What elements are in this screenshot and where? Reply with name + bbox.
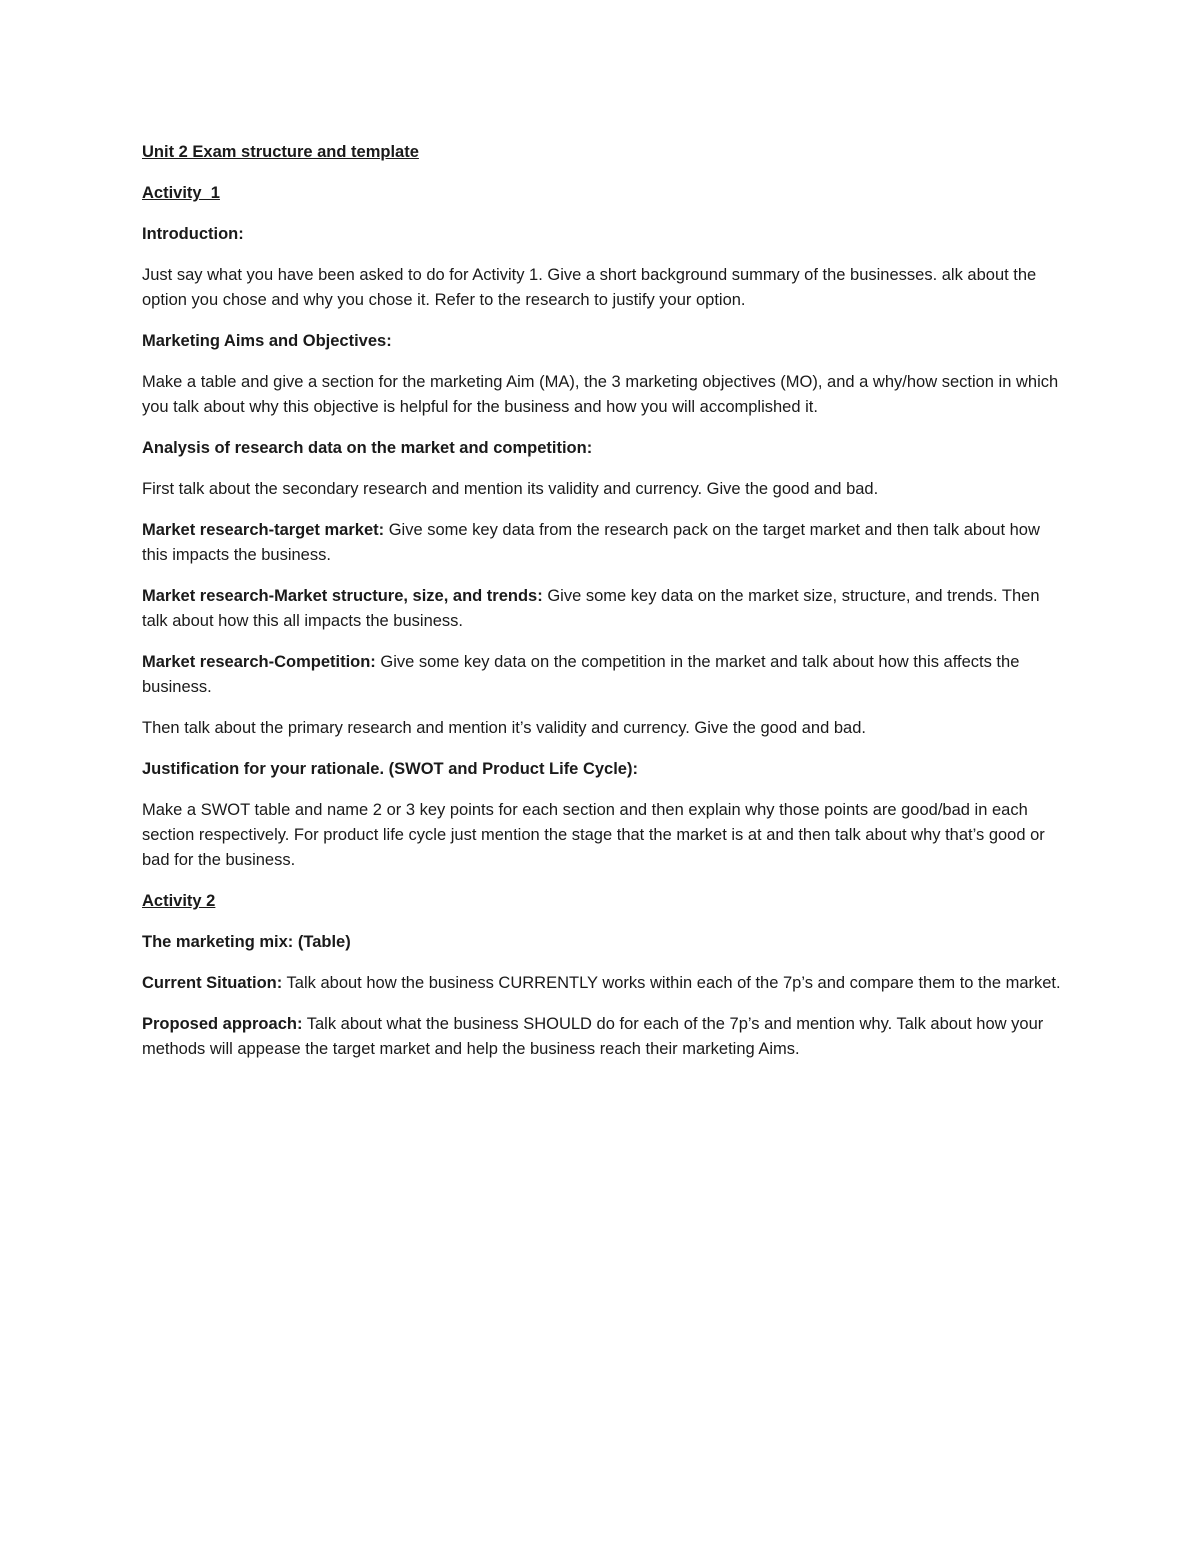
market-structure-paragraph (142, 584, 1062, 634)
target-market-paragraph (142, 518, 1062, 568)
activity-2-heading: Activity 2 (142, 892, 216, 910)
market-structure-label: Market research-Market structure, size, and trends: (142, 587, 543, 605)
primary-research-paragraph: Then talk about the primary research and mention it’s validity and currency. Give the good and bad. (142, 719, 866, 737)
justification-body: Make a SWOT table and name 2 or 3 key points for each section and then explain why those points are good/bad in each section respectively. For product life cycle just mention the stage that the market is at and then talk about why that’s good or bad for the business. (142, 801, 1045, 869)
introduction-heading: Introduction: (142, 225, 244, 243)
justification-heading: Justification for your rationale. (SWOT and Product Life Cycle): (142, 760, 638, 778)
current-situation-body: Talk about how the business CURRENTLY works within each of the 7p’s and compare them to the market. (282, 974, 1061, 992)
competition-body: Give some key data on the competition in the market and talk about how this affects the business. (142, 653, 1020, 696)
market-structure-body: Give some key data on the market size, structure, and trends. Then talk about how this all impacts the business. (142, 587, 1040, 630)
target-market-body: Give some key data from the research pack on the target market and then talk about how this impacts the business. (142, 521, 1040, 564)
introduction-body: Just say what you have been asked to do for Activity 1. Give a short background summary of the businesses. alk about the option you chose and why you chose it. Refer to the research to justify your option. (142, 266, 1037, 309)
proposed-approach-paragraph (142, 1012, 1062, 1062)
current-situation-paragraph (142, 971, 1062, 996)
competition-label: Market research-Competition: (142, 653, 376, 671)
secondary-research-paragraph: First talk about the secondary research and mention its validity and currency. Give the good and bad. (142, 480, 879, 498)
analysis-heading: Analysis of research data on the market and competition: (142, 439, 593, 457)
marketing-mix-heading: The marketing mix: (Table) (142, 933, 351, 951)
target-market-label: Market research-target market: (142, 521, 385, 539)
competition-paragraph (142, 650, 1062, 700)
document-title: Unit 2 Exam structure and template (142, 143, 419, 161)
proposed-approach-label: Proposed approach: (142, 1015, 303, 1033)
current-situation-label: Current Situation: (142, 974, 283, 992)
aims-heading: Marketing Aims and Objectives: (142, 332, 392, 350)
proposed-approach-body: Talk about what the business SHOULD do for each of the 7p’s and mention why. Talk about how your methods will appease the target market and help the business reach their marketing Aims. (142, 1015, 1044, 1058)
activity-1-heading: Activity 1 (142, 184, 220, 202)
aims-body: Make a table and give a section for the marketing Aim (MA), the 3 marketing objectives (MO), and a why/how section in which you talk about why this objective is helpful for the business and how you will accomplished it. (142, 373, 1059, 416)
document-body (142, 140, 1062, 1078)
